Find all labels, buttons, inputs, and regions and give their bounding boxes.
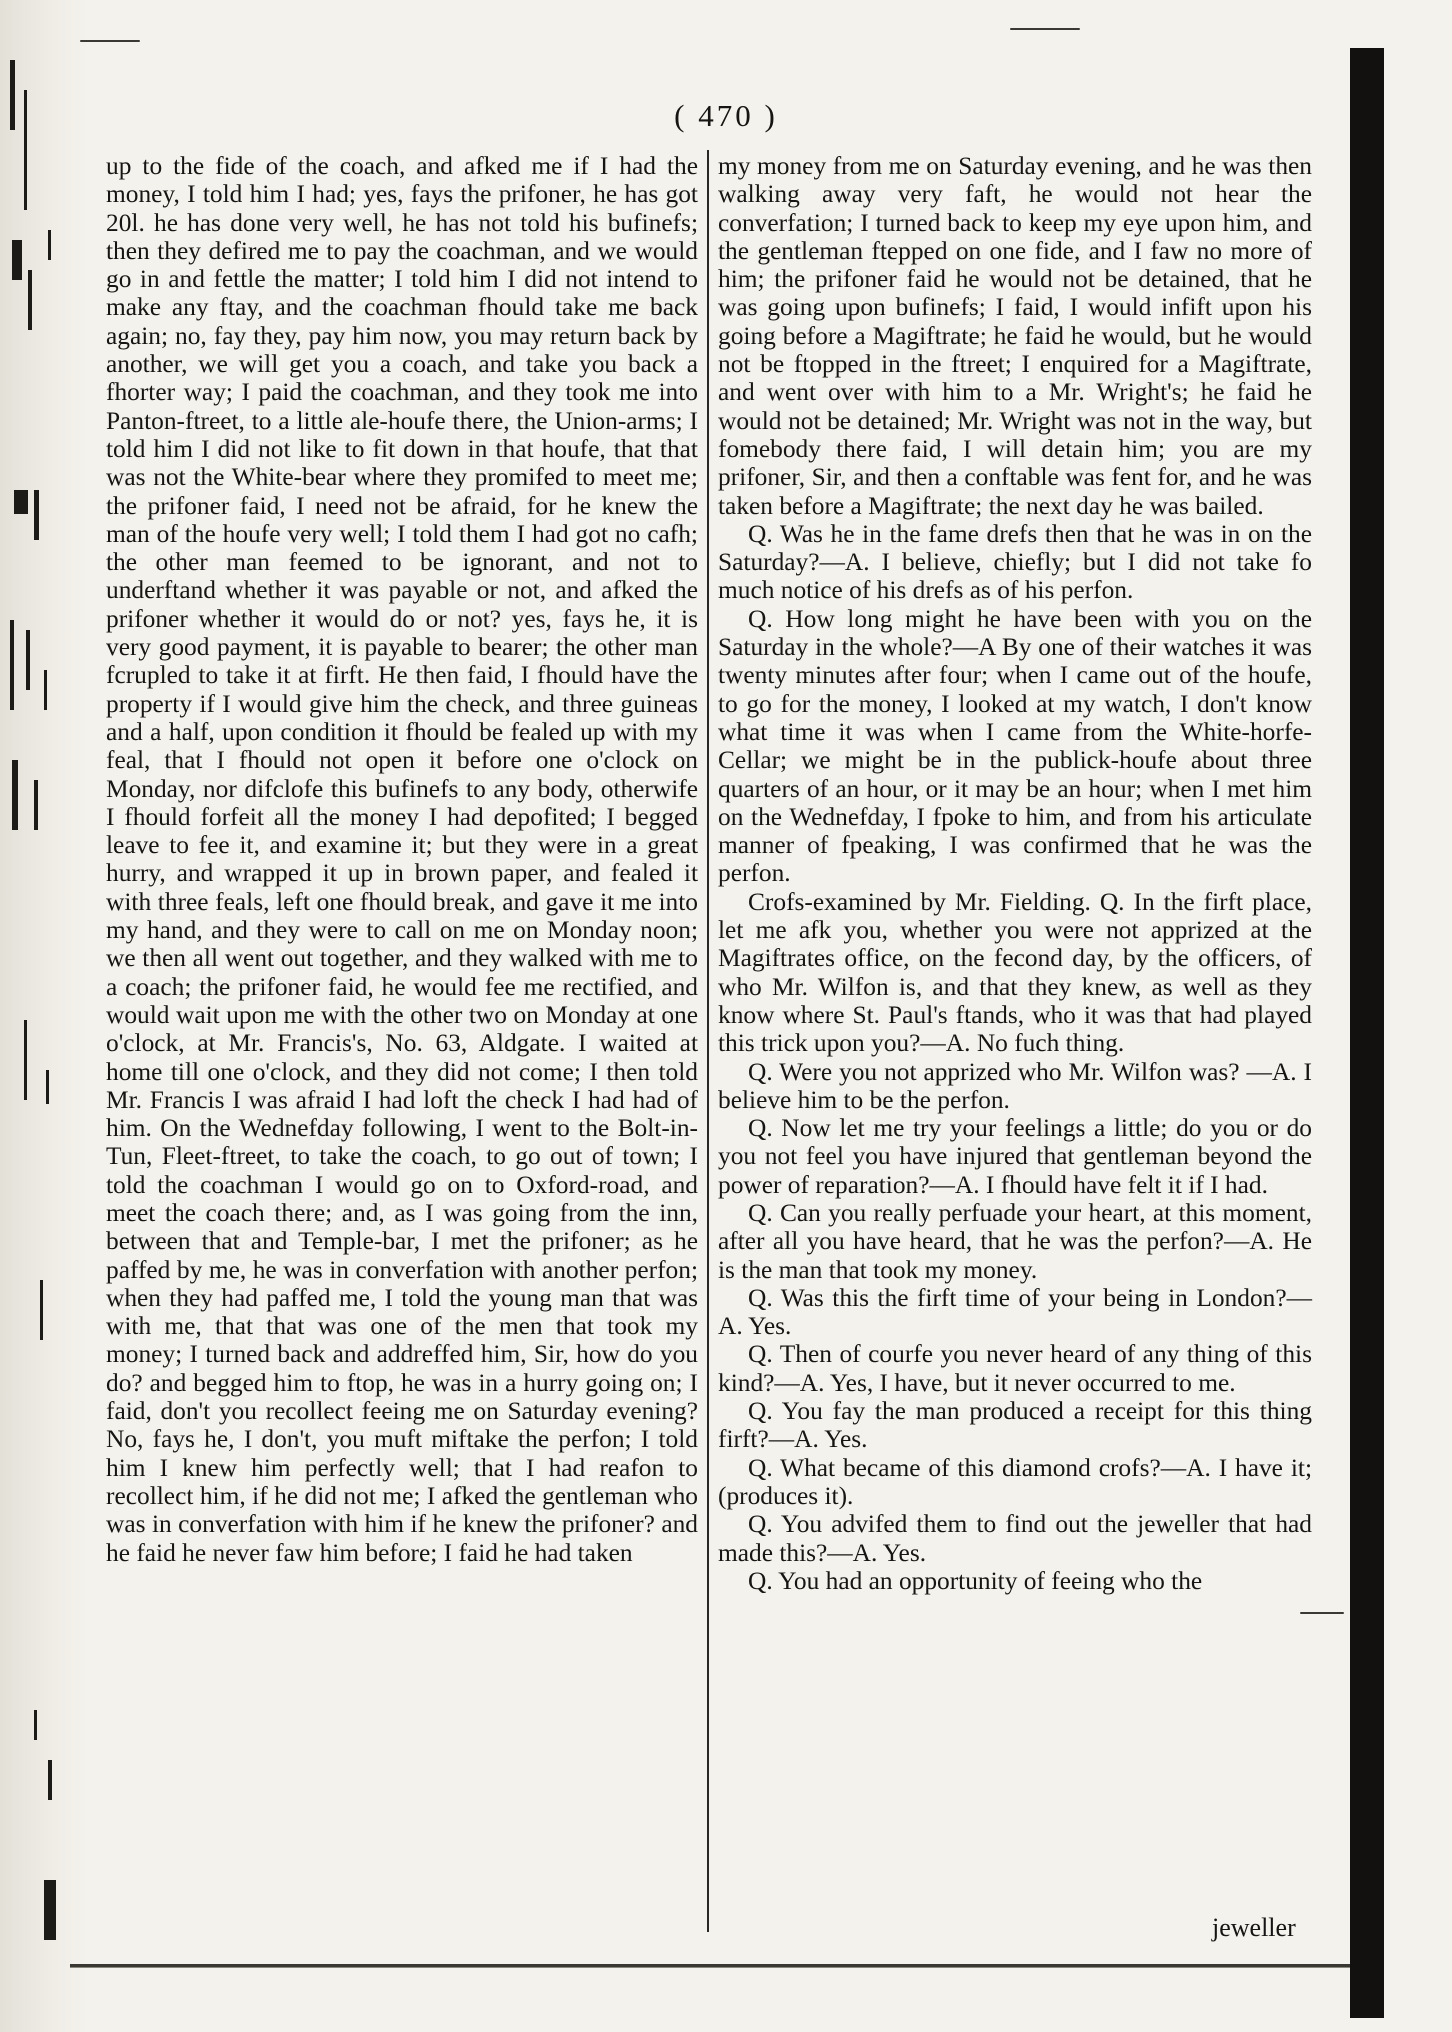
paragraph: Q. Was he in the fame drefs then that he was in on the Saturday?—A. I believe, chiefly; but I did not take fo much notice of his drefs as of his perfon. xyxy=(718,519,1312,605)
scan-speck xyxy=(80,40,140,42)
scan-speck xyxy=(1010,28,1080,30)
paragraph: Q. Now let me try your feelings a little; do you or do you not feel you have injured that gentleman beyond the power of reparation?—A. I fhould have felt it if I had. xyxy=(718,1114,1312,1199)
left-margin-artifacts xyxy=(4,60,68,1940)
paragraph: Q. You had an opportunity of feeing who the xyxy=(748,1566,1203,1595)
paragraph: my money from me on Saturday evening, and he was then walking away very faft, he would not hear the converfation; I turned back to keep my eye upon him, and the gentleman ftepped on one fide, and I faw no more of him; the prifoner faid he would not be detained, that he was going upon bufinefs; I faid, I would infift upon his going before a Magiftrate; he faid he would, but he would not be ftopped in the ftreet; I enquired for a Magiftrate, and went over with him to a Mr. Wright's; he faid he would not be detained; Mr. Wright was not in the way, but fomebody there faid, I will detain him; you are my prifoner, Sir, and then a conftable was fent for, and he was taken before a Magiftrate; the next day he was bailed. xyxy=(718,152,1312,520)
column-rule xyxy=(707,150,709,1932)
catchword: jeweller xyxy=(1212,1913,1296,1942)
right-column xyxy=(718,152,1312,1595)
paragraph: Q. Then of courfe you never heard of any thing of this kind?—A. Yes, I have, but it never occurred to me. xyxy=(718,1340,1312,1397)
paragraph: Q. You fay the man produced a receipt for this thing firft?—A. Yes. xyxy=(718,1397,1312,1454)
left-column xyxy=(106,152,698,1567)
paragraph: Q. Can you really perfuade your heart, at this moment, after all you have heard, that he was the perfon?—A. He is the man that took my money. xyxy=(718,1198,1312,1284)
paragraph: Q. Were you not apprized who Mr. Wilfon was? —A. I believe him to be the perfon. xyxy=(718,1057,1312,1114)
paragraph: Crofs-examined by Mr. Fielding. Q. In the firft place, let me afk you, whether you were not apprized at the Magiftrates office, on the fecond day, by the officers, of who Mr. Wilfon is, and that they knew, as well as they know where St. Paul's ftands, who it was that had played this trick upon you?—A. No fuch thing. xyxy=(718,887,1312,1058)
paragraph: Q. You advifed them to find out the jeweller that had made this?—A. Yes. xyxy=(718,1510,1312,1567)
paragraph: Q. How long might he have been with you on the Saturday in the whole?—A By one of their watches it was twenty minutes after four; when I came out of the houfe, to go for the money, I looked at my watch, I don't know what time it was when I came from the White-horfe-Cellar; we might be in the publick-houfe about three quarters of an hour, or it may be an hour; when I met him on the Wednefday, I fpoke to him, and from his articulate manner of fpeaking, I was confirmed that he was the perfon. xyxy=(718,604,1312,888)
paragraph: Q. What became of this diamond crofs?—A. I have it; (produces it). xyxy=(718,1453,1312,1510)
left-column-text: up to the fide of the coach, and afked me if I had the money, I told him I had; yes, fays the prifoner, he has got 20l. he has done very well, he has not told his bufinefs; then they defired me to pay the coachman, and we would go in and fettle the matter; I told him I did not intend to make any ftay, and the coachman fhould take me back again; no, fay they, pay him now, you may return back by another, we will get you a coach, and take you back a fhorter way; I paid the coachman, and they took me into Panton-ftreet, to a little ale-houfe there, the Union-arms; I told him I did not like to fit down in that houfe, that that was not the White-bear where they promifed to meet me; the prifoner faid, I need not be afraid, for he knew the man of the houfe very well; I told them I had got no cafh; the other man feemed to be ignorant, and not to underftand whether it was payable or not, and afked the prifoner whether it would do or not? yes, fays he, it is very good payment, it is payable to bearer; the other man fcrupled to take it at firft. He then faid, I fhould have the property if I would give him the check, and three guineas and a half, upon condition it fhould be fealed up with my feal, that I fhould not open it before one o'clock on Monday, nor difclofe this bufinefs to any body, otherwife I fhould forfeit all the money I had depofited; I begged leave to fee it, and examine it; but they were in a great hurry, and wrapped it up in brown paper, and fealed it with three feals, left one fhould break, and gave it me into my hand, and they were to call on me on Monday noon; we then all went out together, and they walked with me to a coach; the prifoner faid, he would fee me rectified, and would wait upon me with the other two on Monday at one o'clock, at Mr. Francis's, No. 63, Aldgate. I waited at home till one o'clock, and they did not come; I then told Mr. Francis I was afraid I had loft the check I had had of him. On the Wednefday following, I went to the Bolt-in-Tun, Fleet-ftreet, to take the coach, to go out of town; I told the coachman I would go on to Oxford-road, and meet the coach there; and, as I was going from the inn, between that and Temple-bar, I met the prifoner; as he paffed by me, he was in converfation with another perfon; when they had paffed me, I told the young man that was with me, that that was one of the men that took my money; I turned back and addreffed him, Sir, how do you do? and begged him to ftop, he was in a hurry going on; I faid, don't you recollect feeing me on Saturday evening? No, fays he, I don't, you muft miftake the perfon; I told him I knew him perfectly well; that I had reafon to recollect him, if he did not me; I afked the gentleman who was in converfation with him if he knew the prifoner? and he faid he never faw him before; I faid he had taken xyxy=(106,152,698,1567)
page-number: ( 470 ) xyxy=(674,98,778,133)
bottom-rule xyxy=(70,1964,1350,1968)
scan-speck xyxy=(1300,1612,1344,1614)
paragraph: Q. Was this the firft time of your being in London?—A. Yes. xyxy=(718,1283,1312,1341)
binding-edge-bar xyxy=(1350,48,1384,2018)
